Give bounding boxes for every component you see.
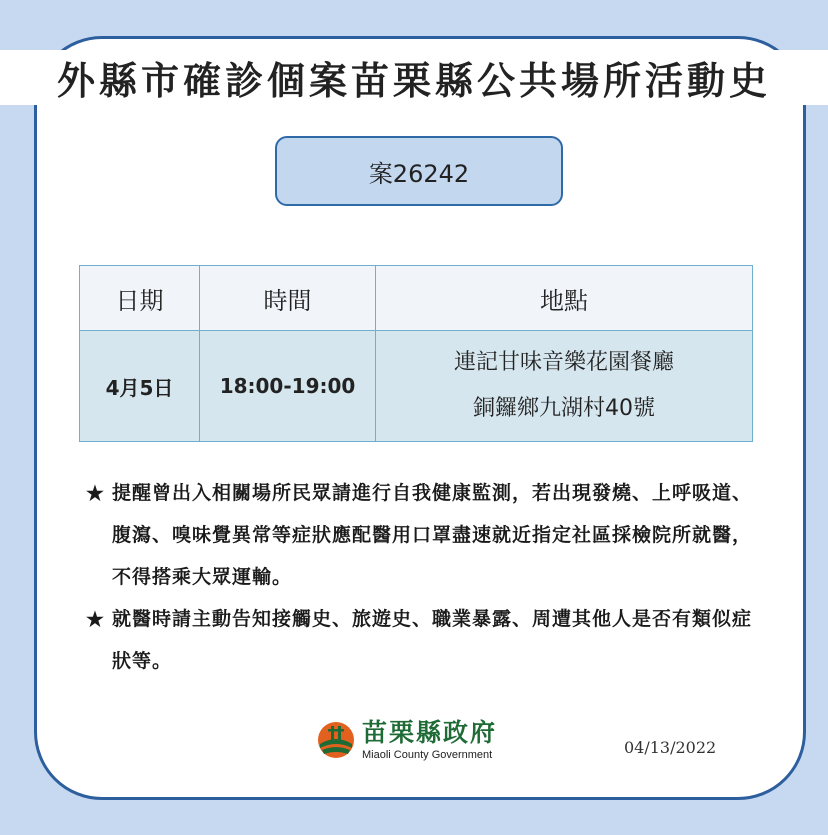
activity-table xyxy=(79,265,753,442)
case-number-label: 案26242 xyxy=(368,159,470,188)
list-item xyxy=(86,472,766,598)
notes-list xyxy=(86,472,766,682)
cell-date: 4月5日 xyxy=(80,331,200,442)
table-row xyxy=(80,331,753,442)
cell-time: 18:00-19:00 xyxy=(200,331,376,442)
logo-name-zh: 苗栗縣政府 xyxy=(362,718,498,747)
place-name: 連記甘味音樂花園餐廳 xyxy=(453,350,674,375)
logo-name-en: Miaoli County Government xyxy=(362,749,493,761)
case-number-badge xyxy=(275,136,563,206)
header-time: 時間 xyxy=(200,266,376,331)
header-date: 日期 xyxy=(80,266,200,331)
note-text: 提醒曾出入相關場所民眾請進行自我健康監測，若出現發燒、上呼吸道、腹瀉、嗅味覺異常等症狀應配醫用口罩盡速就近指定社區採檢院所就醫，不得搭乘大眾運輸。 xyxy=(112,482,753,588)
header-place: 地點 xyxy=(376,266,753,331)
government-logo xyxy=(316,718,497,762)
place-address: 銅鑼鄉九湖村40號 xyxy=(473,396,655,421)
county-emblem-icon xyxy=(316,720,356,760)
publish-date: 04/13/2022 xyxy=(624,738,717,757)
page-title: 外縣市確診個案苗栗縣公共場所活動史 xyxy=(0,50,828,105)
list-item xyxy=(86,598,766,682)
cell-place xyxy=(376,331,753,442)
star-icon: ★ xyxy=(86,481,104,505)
star-icon: ★ xyxy=(86,607,104,631)
note-text: 就醫時請主動告知接觸史、旅遊史、職業暴露、周遭其他人是否有類似症狀等。 xyxy=(112,608,753,672)
table-header-row xyxy=(80,266,753,331)
